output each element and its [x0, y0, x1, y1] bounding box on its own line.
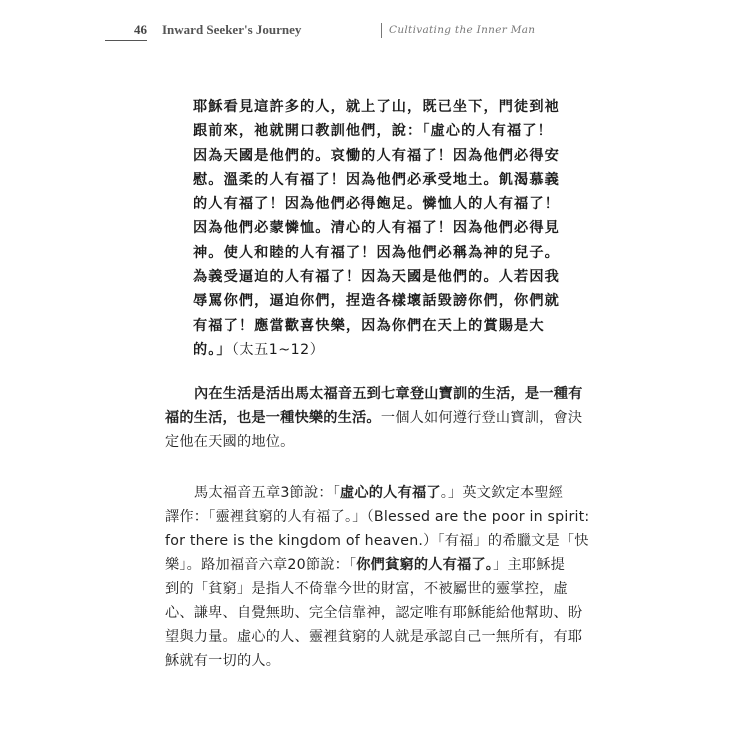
scripture-quote	[193, 95, 573, 362]
inline-quote: 你們貧窮的人有福了。	[356, 557, 494, 573]
quote-line: 跟前來，祂就開口教訓他們，說：「虛心的人有福了！	[193, 123, 553, 140]
paragraph-line: 到的「貧窮」是指人不倚靠今世的財富，不被屬世的靈掌控，虛	[165, 581, 568, 597]
quote-line: 辱罵你們，逼迫你們，捏造各樣壞話毀謗你們，你們就	[193, 293, 560, 310]
book-title: Inward Seeker's Journey	[162, 22, 302, 37]
paragraph-line: 穌就有一切的人。	[165, 653, 281, 669]
paragraph-line	[165, 553, 585, 577]
quote-line: 因為天國是他們的。哀慟的人有福了！因為他們必得安	[193, 147, 560, 164]
paragraph-intro	[165, 382, 585, 454]
paragraph-line: 心、謙卑、自覺無助、完全信靠神，認定唯有耶穌能給他幫助、盼	[165, 605, 583, 621]
quote-reference: （太五1~12）	[231, 341, 325, 358]
paragraph-line	[165, 382, 585, 406]
quote-line: 慰。溫柔的人有福了！因為他們必承受地土。飢渴慕義	[193, 171, 560, 188]
paragraph-explanation	[165, 481, 590, 673]
header-rule	[105, 40, 147, 41]
body-text: 樂」。路加福音六章20節說：「	[165, 557, 357, 573]
quote-line-last	[193, 338, 573, 362]
header-separator	[381, 23, 382, 38]
body-text: 馬太福音五章3節說：「	[194, 485, 341, 501]
paragraph-line: 定他在天國的地位。	[165, 434, 295, 450]
paragraph-line: for there is the kingdom of heaven.）「有福」的希臘文是「快	[165, 533, 589, 549]
quote-line: 耶穌看見這許多的人，就上了山，既已坐下，門徒到祂	[193, 99, 560, 115]
body-text: 」主耶穌提	[493, 557, 566, 573]
paragraph-line: 望與力量。虛心的人、靈裡貧窮的人就是承認自己一無所有，有耶	[165, 629, 583, 645]
quote-line: 為義受逼迫的人有福了！因為天國是他們的。人若因我	[193, 269, 560, 286]
emphasis-text: 福的生活，也是一種快樂的生活。	[165, 410, 381, 426]
paragraph-line	[165, 406, 585, 430]
quote-line: 因為他們必蒙憐恤。清心的人有福了！因為他們必得見	[193, 220, 560, 237]
running-header	[105, 22, 585, 44]
chapter-title: Cultivating the Inner Man	[389, 24, 536, 36]
page-number: 46	[134, 22, 147, 37]
paragraph-line	[165, 481, 585, 505]
paragraph-line: 譯作：「靈裡貧窮的人有福了。」（Blessed are the poor in spirit:	[165, 509, 590, 525]
inline-quote: 虛心的人有福了	[340, 485, 441, 501]
body-text: 一個人如何遵行登山寶訓，會決	[380, 410, 583, 426]
emphasis-text: 內在生活是活出馬太福音五到七章登山寶訓的生活，是一種有	[194, 386, 583, 402]
body-text: 。」英文欽定本聖經	[440, 485, 564, 501]
quote-line: 有福了！應當歡喜快樂，因為你們在天上的賞賜是大	[193, 317, 545, 334]
quote-line: 神。使人和睦的人有福了！因為他們必稱為神的兒子。	[193, 244, 560, 261]
quote-line: 的人有福了！因為他們必得飽足。憐恤人的人有福了！	[193, 196, 560, 213]
quote-line-end: 的。」	[193, 341, 232, 358]
